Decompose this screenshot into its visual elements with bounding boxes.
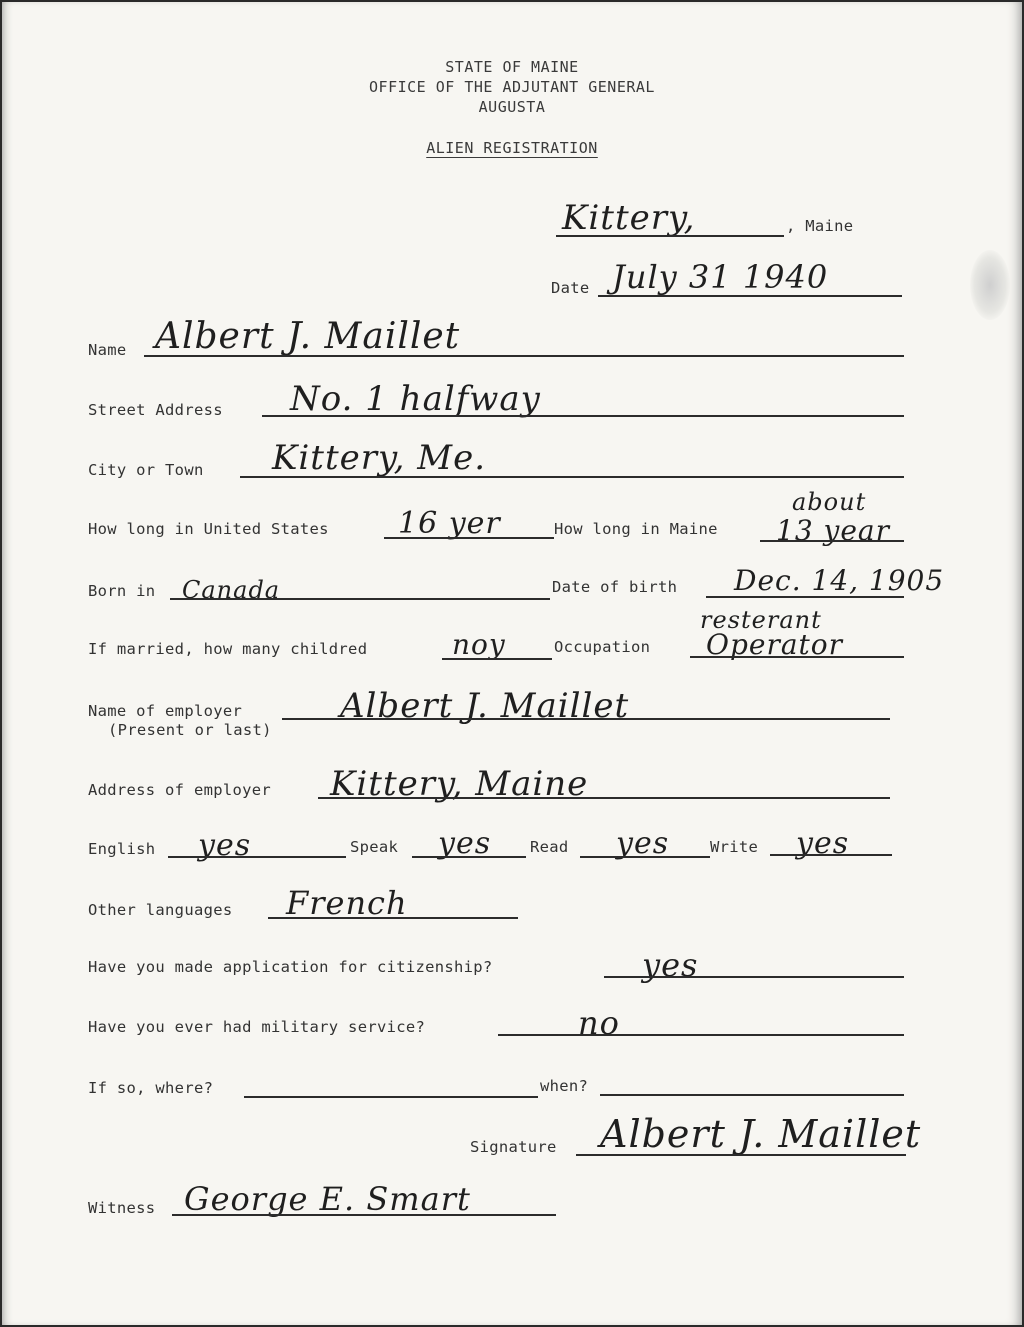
form-title: ALIEN REGISTRATION	[426, 139, 598, 157]
name-employer-label: Name of employer	[88, 702, 243, 720]
how-long-maine-value: 13 year	[776, 514, 890, 547]
punch-hole	[970, 250, 1010, 320]
date-line	[598, 295, 902, 297]
city-line	[240, 476, 904, 478]
citizenship-value: yes	[642, 946, 699, 984]
header-city: AUGUSTA	[478, 98, 546, 116]
other-languages-line	[268, 917, 518, 919]
name-label: Name	[88, 341, 127, 359]
english-line	[168, 856, 346, 858]
date-value: July 31 1940	[612, 258, 829, 296]
citizenship-line	[604, 976, 904, 978]
street-address-line	[262, 415, 904, 417]
name-value: Albert J. Maillet	[155, 316, 461, 357]
how-long-maine-note: about	[792, 488, 867, 516]
write-line	[770, 854, 892, 856]
header-office: OFFICE OF THE ADJUTANT GENERAL	[369, 78, 655, 96]
read-label: Read	[530, 838, 569, 856]
other-languages-label: Other languages	[88, 901, 233, 919]
how-long-us-line	[384, 537, 554, 539]
witness-value: George E. Smart	[184, 1180, 471, 1218]
signature-label: Signature	[470, 1138, 557, 1156]
address-employer-label: Address of employer	[88, 781, 272, 799]
town-line	[556, 235, 784, 237]
born-in-line	[170, 598, 550, 600]
write-label: Write	[710, 838, 759, 856]
born-in-value: Canada	[182, 576, 281, 604]
if-so-where-label: If so, where?	[88, 1079, 214, 1097]
signature-value: Albert J. Maillet	[600, 1112, 922, 1156]
children-value: noy	[452, 628, 506, 661]
street-address-value: No. 1 halfway	[290, 379, 541, 419]
header-state: STATE OF MAINE	[445, 58, 579, 76]
city-label: City or Town	[88, 461, 204, 479]
read-line	[580, 856, 710, 858]
date-label: Date	[551, 279, 590, 297]
when-label: when?	[540, 1077, 589, 1095]
occupation-note: resterant	[700, 606, 822, 634]
english-label: English	[88, 840, 156, 858]
employer-name-value: Albert J. Maillet	[340, 686, 630, 726]
when-line	[600, 1094, 904, 1096]
how-long-us-label: How long in United States	[88, 520, 329, 538]
maine-label: , Maine	[786, 217, 854, 235]
witness-label: Witness	[88, 1199, 156, 1217]
date-of-birth-line	[706, 596, 904, 598]
english-value: yes	[198, 828, 252, 863]
military-label: Have you ever had military service?	[88, 1018, 426, 1036]
employer-address-value: Kittery, Maine	[330, 764, 589, 804]
military-line	[498, 1034, 904, 1036]
employer-name-line	[282, 718, 890, 720]
married-children-label: If married, how many childred	[88, 640, 368, 658]
speak-line	[412, 856, 526, 858]
present-or-last-label: (Present or last)	[108, 721, 272, 739]
date-of-birth-label: Date of birth	[552, 578, 678, 596]
write-value: yes	[796, 826, 850, 861]
speak-label: Speak	[350, 838, 399, 856]
born-in-label: Born in	[88, 582, 156, 600]
city-value: Kittery, Me.	[272, 438, 487, 478]
citizenship-label: Have you made application for citizenship?	[88, 958, 493, 976]
speak-value: yes	[438, 826, 492, 861]
other-languages-value: French	[286, 884, 408, 922]
witness-line	[172, 1214, 556, 1216]
military-value: no	[578, 1004, 620, 1042]
children-line	[442, 658, 552, 660]
how-long-us-value: 16 yer	[398, 506, 501, 541]
street-address-label: Street Address	[88, 401, 223, 419]
how-long-maine-label: How long in Maine	[554, 520, 718, 538]
read-value: yes	[616, 826, 670, 861]
employer-address-line	[318, 797, 890, 799]
date-of-birth-value: Dec. 14, 1905	[734, 564, 945, 597]
signature-line	[576, 1154, 906, 1156]
town-value: Kittery,	[562, 198, 696, 238]
how-long-maine-line	[760, 540, 904, 542]
where-line	[244, 1096, 538, 1098]
occupation-line	[690, 656, 904, 658]
occupation-label: Occupation	[554, 638, 651, 656]
name-line	[144, 355, 904, 357]
occupation-value: Operator	[706, 628, 844, 661]
